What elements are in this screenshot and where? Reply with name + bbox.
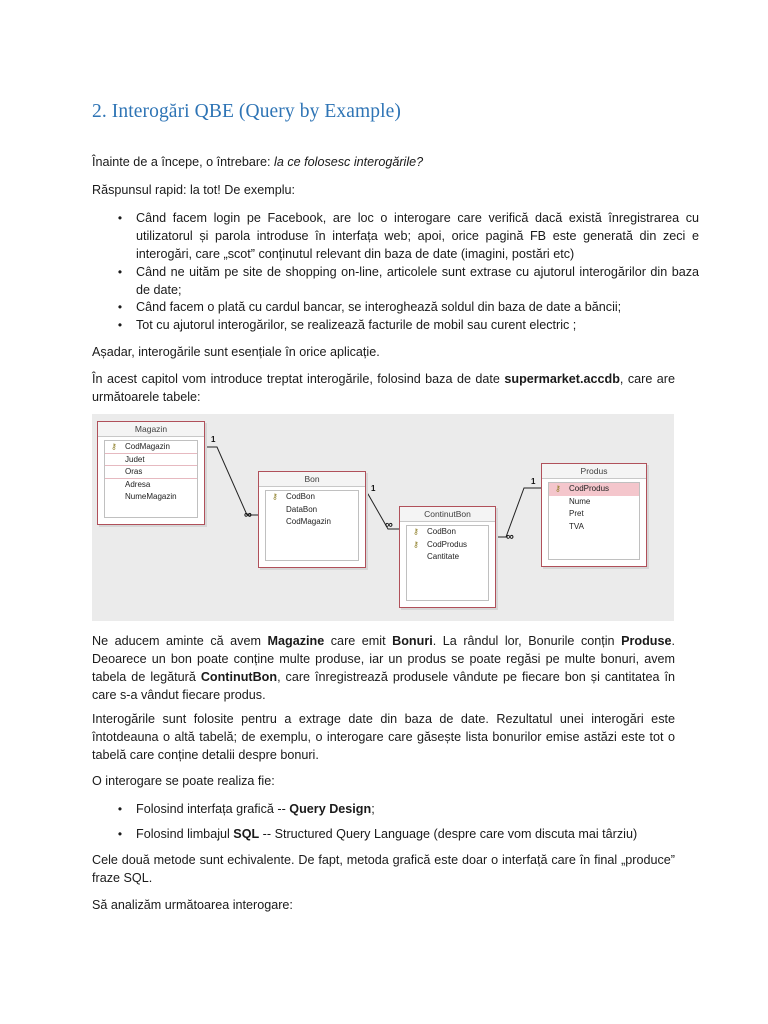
field-name: Pret	[569, 509, 584, 518]
table-field[interactable]	[105, 441, 197, 454]
method-list-item	[112, 800, 699, 818]
method-term: SQL	[233, 827, 260, 841]
key-icon: ⚷	[413, 527, 419, 536]
field-name: Cantitate	[427, 552, 460, 561]
chapter-intro-text: În acest capitol vom introduce treptat interogările, folosind baza de date	[92, 372, 505, 386]
recall-text: . Deoarece un bon poate conține multe produse, iar un produs se poate regăsi pe multe bonuri, avem tabela de legătură	[92, 634, 675, 684]
table-field[interactable]	[407, 551, 488, 564]
field-name: CodBon	[286, 492, 315, 501]
field-name: NumeMagazin	[125, 492, 177, 501]
intro-paragraph	[92, 153, 675, 171]
quick-answer: Răspunsul rapid: la tot! De exemplu:	[92, 183, 296, 197]
field-name: Judet	[125, 454, 145, 464]
method-text-end: ;	[371, 802, 375, 816]
one-label: 1	[531, 477, 536, 486]
table-field[interactable]	[266, 491, 358, 504]
table-field[interactable]	[407, 526, 488, 539]
chapter-intro-paragraph	[92, 370, 675, 406]
table-produs[interactable]	[541, 463, 647, 567]
table-continutbon[interactable]	[399, 506, 496, 608]
key-icon: ⚷	[272, 492, 278, 501]
relation-magazin-bon	[204, 447, 258, 515]
method-list-item	[112, 825, 699, 843]
intro-prefix: Înainte de a începe, o întrebare:	[92, 155, 275, 169]
essential-paragraph: Așadar, interogările sunt esențiale în orice aplicație.	[92, 345, 380, 359]
relationship-diagram	[92, 414, 674, 621]
recall-term: ContinutBon	[200, 670, 278, 684]
many-label: ∞	[244, 509, 252, 521]
method-term: Query Design	[289, 802, 372, 816]
analyze-paragraph: Să analizăm următoarea interogare:	[92, 898, 293, 912]
bullet-icon: •	[117, 300, 123, 314]
field-name: TVA	[569, 521, 584, 531]
example-list-item	[112, 316, 699, 334]
field-list	[406, 525, 489, 601]
table-field[interactable]	[105, 466, 197, 479]
recall-term: Magazine	[267, 634, 325, 648]
key-icon: ⚷	[555, 484, 561, 493]
table-title: Magazin	[98, 422, 204, 437]
example-list-item	[112, 263, 699, 299]
table-field[interactable]	[266, 516, 358, 529]
intro-question: la ce folosesc interogările?	[274, 155, 424, 169]
recall-text: . La rândul lor, Bonurile conțin	[432, 634, 622, 648]
field-name: CodMagazin	[286, 517, 331, 526]
table-field[interactable]	[407, 539, 488, 552]
method-text: Folosind limbajul	[136, 827, 234, 841]
key-icon: ⚷	[413, 539, 419, 549]
chapter-intro-text-end: , care are următoarele tabele:	[92, 372, 676, 404]
bullet-icon: •	[117, 827, 123, 841]
field-name: DataBon	[286, 504, 318, 514]
field-name: Adresa	[125, 479, 151, 489]
table-title: ContinutBon	[400, 507, 495, 522]
recall-text: Ne aducem aminte că avem	[92, 634, 268, 648]
method-text-end: -- Structured Query Language (despre care vom discuta mai târziu)	[259, 827, 638, 841]
recall-text: , care înregistrează produsele vândute pe fiecare bon și cantitatea în care s-a vândut fiecare produs.	[92, 670, 675, 702]
table-field[interactable]	[105, 454, 197, 467]
relation-produs-continutbon	[494, 488, 541, 537]
field-name: CodBon	[427, 527, 456, 536]
field-list	[265, 490, 359, 561]
field-name: Nume	[569, 496, 591, 506]
bullet-icon: •	[117, 318, 123, 332]
example-text: Când facem o plată cu cardul bancar, se interoghează soldul din baza de date a băncii;	[136, 300, 622, 314]
field-list	[104, 440, 198, 518]
bullet-icon: •	[117, 802, 123, 816]
recall-term: Bonuri	[392, 634, 433, 648]
table-magazin[interactable]	[97, 421, 205, 525]
section-heading: 2. Interogări QBE (Query by Example)	[92, 101, 402, 122]
example-text: Când facem login pe Facebook, are loc o interogare care verifică dacă există înregistrarea cu utilizatorul și parola introduse în interfața web; apoi, orice pagină FB este generată din zeci e interogări, care „scot” conținutul relevant din baza de date (imagini, postări etc)	[136, 211, 699, 261]
recall-text: care emit	[324, 634, 393, 648]
field-list	[548, 482, 640, 560]
table-field-selected[interactable]	[549, 483, 639, 496]
example-text: Tot cu ajutorul interogărilor, se realizează facturile de mobil sau curent electric ;	[136, 318, 577, 332]
many-label: ∞	[506, 531, 514, 543]
bullet-icon: •	[117, 211, 123, 225]
table-title: Bon	[259, 472, 365, 487]
table-field[interactable]	[549, 508, 639, 521]
many-label: ∞	[385, 519, 393, 531]
ways-intro: O interogare se poate realiza fie:	[92, 774, 275, 788]
field-name: CodMagazin	[125, 442, 170, 451]
table-title: Produs	[542, 464, 646, 479]
field-name: CodProdus	[569, 484, 610, 493]
bullet-icon: •	[117, 265, 123, 279]
table-bon[interactable]	[258, 471, 366, 568]
database-name: supermarket.accdb	[504, 372, 620, 386]
example-list-item	[112, 298, 699, 316]
one-label: 1	[211, 435, 216, 444]
example-list-item	[112, 209, 699, 263]
table-field[interactable]	[549, 496, 639, 509]
method-text: Folosind interfața grafică --	[136, 802, 290, 816]
key-icon: ⚷	[111, 442, 117, 451]
recall-term: Produse	[621, 634, 672, 648]
usage-paragraph: Interogările sunt folosite pentru a extrage date din baza de date. Rezultatul unei interogări este întotdeauna o altă tabelă; de exemplu, o interogare care găsește lista bonurilor emise astăzi este tot o tabelă care conține detalii despre bonuri.	[92, 712, 675, 762]
table-field[interactable]	[105, 491, 197, 504]
table-field[interactable]	[549, 521, 639, 534]
recall-paragraph	[92, 632, 675, 704]
one-label: 1	[371, 484, 376, 493]
field-name: CodProdus	[427, 539, 468, 549]
field-name: Oras	[125, 467, 143, 476]
equivalent-paragraph: Cele două metode sunt echivalente. De fapt, metoda grafică este doar o interfață care în final „produce” fraze SQL.	[92, 853, 675, 885]
example-text: Când ne uităm pe site de shopping on-line, articolele sunt extrase cu ajutorul interogărilor din baza de date;	[136, 265, 699, 297]
table-field[interactable]	[105, 479, 197, 492]
table-field[interactable]	[266, 504, 358, 517]
